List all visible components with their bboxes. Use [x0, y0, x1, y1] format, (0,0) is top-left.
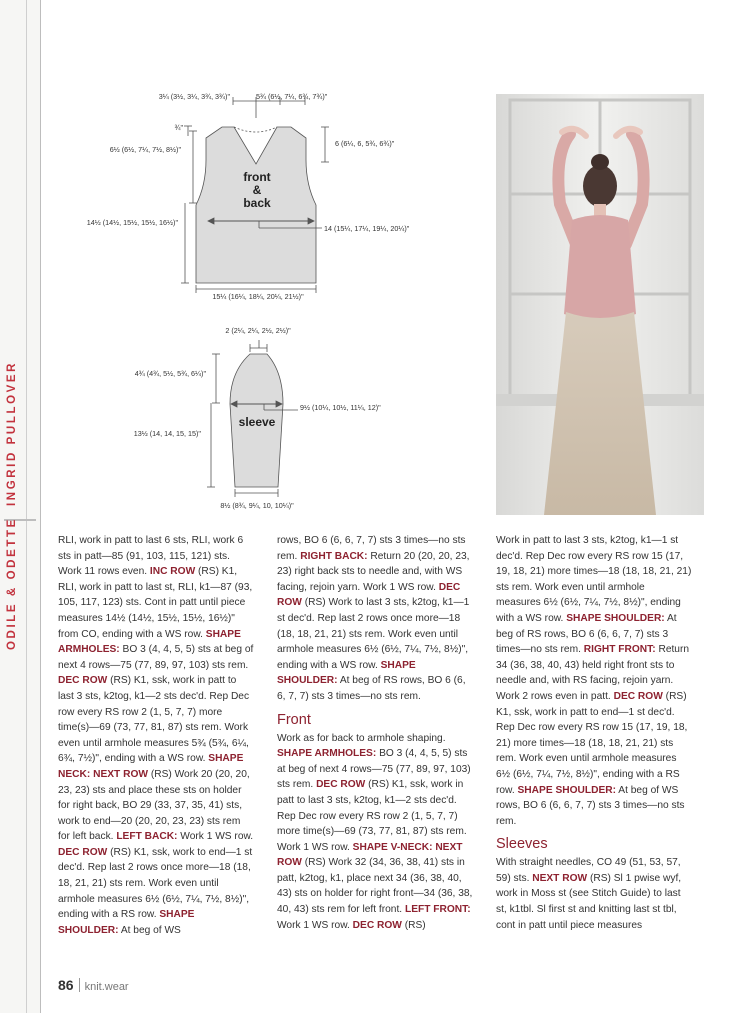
instruction-text: (RS): [401, 919, 426, 931]
dim-neck-depth: 6 (6¼, 6, 5¾, 6¾)": [335, 139, 395, 148]
dim-length-to-armhole: 14½ (14½, 15½, 15½, 16½)": [86, 218, 178, 227]
instruction-text: With straight needles, CO 49 (51, 53, 57, 59) sts.: [496, 857, 681, 884]
instruction-keyword: RIGHT BACK:: [300, 550, 368, 562]
instruction-text: Return 34 (36, 38, 40, 43) held right front sts to needle and, with RS facing, rejoin yarn. Work 2 rows even in patt.: [496, 644, 690, 702]
back-neckline: [234, 127, 277, 132]
instruction-text: (RS) Work 20 (20, 20, 23, 23) sts and place these sts on holder for right back, BO 29 (33, 37, 35, 41) sts, work to end—20 (20, 20, 23, 23) sts rem for left back.: [58, 768, 250, 843]
instruction-text: At beg of WS: [118, 924, 181, 936]
model-sweater: [564, 215, 636, 320]
column-1-paragraph: [58, 533, 254, 938]
page-number: 86: [58, 977, 74, 993]
instruction-text: BO 3 (4, 4, 5, 5) sts at beg of next 4 rows—75 (77, 89, 97, 103) sts rem.: [58, 644, 254, 671]
instruction-text: Work 1 WS row.: [177, 831, 254, 843]
instruction-text: RLI, work in patt to last 6 sts, RLI, work 6 sts in patt—85 (91, 103, 115, 121) sts. Work 11 rows even.: [58, 535, 244, 578]
instruction-keyword: DEC ROW: [352, 919, 402, 931]
dim-sleeve-top: 2 (2¼, 2¼, 2½, 2½)": [225, 326, 291, 335]
footer-divider: [79, 978, 80, 992]
instruction-keyword: INC ROW: [149, 566, 196, 578]
instruction-keyword: SHAPE ARMHOLES:: [58, 628, 241, 656]
text-column-2: [277, 533, 473, 933]
body-label-line3: back: [243, 196, 271, 210]
instruction-text: At beg of RS rows, BO 6 (6, 6, 7, 7) sts 3 times—no sts rem.: [277, 675, 466, 702]
instruction-keyword: SHAPE SHOULDER:: [566, 612, 665, 624]
instruction-text: (RS) K1, ssk, work to end—1 st dec'd. Rep last 2 rows once more—18 (18, 18, 21, 21) sts rem. Work even until armhole measures 6½ (6½, 7¼, 7½, 8½)", ending with a RS row.: [58, 846, 253, 921]
magazine-name: knit.wear: [84, 981, 129, 993]
instruction-text: Work as for back to armhole shaping.: [277, 732, 446, 744]
dim-sleeve-upper-arm: 9½ (10¼, 10½, 11¼, 12)": [300, 403, 381, 412]
instruction-text: (RS) Work to last 3 sts, k2tog, k1—1 st dec'd. Rep last 2 rows once more—18 (18, 18, 21, 21) sts rem. Work even until armhole measures 6½ (6½, 7¼, 7½, 8½)", ending with a WS row.: [277, 597, 470, 671]
instruction-text: Return 20 (20, 20, 23, 23) right back sts to needle and, with WS facing, rejoin yarn. Work 1 WS row.: [277, 550, 470, 593]
instruction-keyword: SHAPE V-NECK: NEXT ROW: [277, 841, 463, 869]
dim-hem-width: 15¼ (16¼, 18¼, 20¼, 21½)": [212, 292, 304, 301]
column-2-paragraph: [277, 533, 473, 933]
instruction-text: Work in patt to last 3 sts, k2tog, k1—1 st dec'd. Rep Dec row every RS row 15 (17, 19, 18, 21) more times—18 (18, 18, 21, 21) sts rem. Work even until armhole measures 6½ (6½, 7¼, 7½, 8½)", ending with a WS row.: [496, 535, 692, 624]
body-label-line1: front: [243, 170, 271, 184]
dim-back-neck-width: 3¼ (3½, 3¼, 3¾, 3¾)": [158, 92, 230, 101]
model-head: [583, 165, 617, 207]
model-bun: [591, 154, 609, 170]
dim-sleeve-cap: 4¾ (4¾, 5½, 5¾, 6¼)": [134, 369, 206, 378]
instruction-keyword: DEC ROW: [58, 846, 108, 858]
dim-shoulder-width: 5¾ (6½, 7¼, 6¾, 7¾)": [256, 92, 328, 101]
instruction-keyword: LEFT BACK:: [116, 831, 178, 843]
instruction-text: (RS) K1, RLI, work in patt to last st, RLI, k1—87 (93, 105, 117, 123) sts. Cont in patt until piece measures 14½ (14½, 15½, 15½, 16½)" from CO, ending with a WS row.: [58, 566, 253, 640]
instruction-text: Work 1 WS row.: [277, 919, 353, 931]
dim-half-chest: 14 (15¼, 17¼, 19¼, 20¼)": [324, 224, 410, 233]
dim-sleeve-length: 13½ (14, 14, 15, 15)": [133, 429, 201, 438]
dim-back-neck-depth: ¾": [174, 123, 183, 132]
section-heading: Sleeves: [496, 836, 548, 853]
schematic-diagram: [0, 0, 480, 520]
instruction-keyword: RIGHT FRONT:: [583, 644, 656, 656]
instruction-text: (RS) Work 32 (34, 36, 38, 41) sts in patt, k2tog, k1, place next 34 (36, 38, 40, 43) sts on holder for right front—34 (36, 38, 40, 43) sts rem for left front.: [277, 857, 473, 916]
instruction-keyword: SHAPE SHOULDER:: [517, 784, 617, 796]
instruction-keyword: SHAPE ARMHOLES:: [277, 748, 377, 760]
instruction-keyword: SHAPE SHOULDER:: [277, 659, 416, 687]
model-photo: [496, 94, 704, 515]
instruction-keyword: DEC ROW: [613, 690, 663, 702]
instruction-text: At beg of WS rows, BO 6 (6, 6, 7, 7) sts 3 times—no sts rem.: [496, 784, 685, 827]
collection-title: ODILE & ODETTE: [6, 517, 18, 650]
instruction-text: rows, BO 6 (6, 6, 7, 7) sts 3 times—no sts rem.: [277, 535, 466, 562]
instruction-keyword: DEC ROW: [58, 675, 108, 687]
instruction-keyword: DEC ROW: [316, 779, 366, 791]
sleeve-label: sleeve: [238, 415, 276, 429]
dim-armhole-depth: 6½ (6½, 7¼, 7½, 8½)": [109, 145, 181, 154]
body-label-line2: &: [252, 183, 262, 197]
instruction-text: At beg of RS rows, BO 6 (6, 6, 7, 7) sts 3 times—no sts rem.: [496, 612, 677, 656]
page-footer: [58, 977, 129, 993]
instruction-keyword: SHAPE SHOULDER:: [58, 909, 195, 936]
instruction-keyword: LEFT FRONT:: [404, 904, 471, 916]
section-heading: Front: [277, 711, 311, 728]
instruction-text: (RS) K1, ssk, work in patt to end—1 st dec'd. Rep Dec row every RS row 15 (17, 19, 18, 21) more times—18 (18, 18, 21, 21) sts rem. Work even until armhole measures 6½ (6½, 7¼, 7½, 8½)", ending with a RS row.: [496, 690, 688, 796]
pattern-title: INGRID PULLOVER: [6, 360, 18, 506]
column-3-paragraph: [496, 533, 692, 933]
instruction-text: (RS) K1, ssk, work in patt to last 3 sts, k2tog, k1—2 sts dec'd. Rep Dec row every RS row 2 (1, 5, 7, 7) more time(s)—69 (73, 77, 81, 87) sts rem. Work 1 WS row.: [277, 779, 467, 853]
text-column-1: [58, 533, 254, 938]
instruction-text: BO 3 (4, 4, 5, 5) sts at beg of next 4 rows—75 (77, 89, 97, 103) sts rem.: [277, 748, 471, 791]
instruction-keyword: DEC ROW: [277, 581, 461, 609]
text-column-3: [496, 533, 692, 933]
instruction-text: (RS) Sl 1 pwise wyf, work in Moss st (see Stitch Guide) to last st, k1tbl. Sl first st and knitting last st tbl, cont in patt until piece measures: [496, 872, 682, 931]
instruction-keyword: NEXT ROW: [532, 872, 588, 884]
instruction-keyword: SHAPE NECK: NEXT ROW: [58, 753, 244, 780]
dim-sleeve-cuff: 8½ (8¾, 9¼, 10, 10¼)": [220, 501, 294, 510]
instruction-text: (RS) K1, ssk, work in patt to last 3 sts, k2tog, k1—2 sts dec'd. Rep Dec row every RS row 2 (1, 5, 7, 7) more time(s)—69 (73, 77, 81, 87) sts rem. Work even until armhole measures 5¾ (5¾, 6¼, 6¾, 7½)", ending with a WS row.: [58, 675, 250, 765]
